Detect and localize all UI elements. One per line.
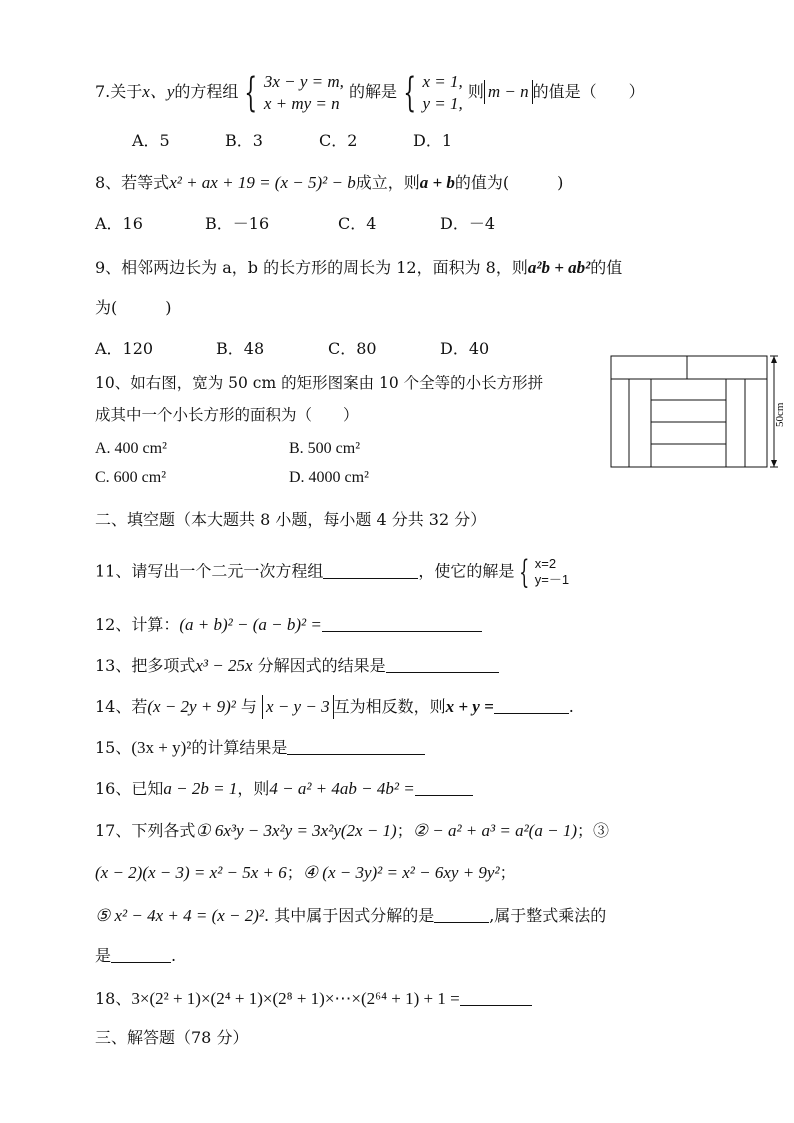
q9-text-b: 的值 <box>590 258 623 277</box>
q17-item-5: ⑤ x² − 4x + 4 = (x − 2)² <box>95 906 265 925</box>
q7-option-b: B．3 <box>225 131 263 150</box>
q9-option-a: A．120 <box>95 339 154 358</box>
q12-answer-blank[interactable] <box>322 617 482 632</box>
q10-option-d: D. 4000 cm² <box>289 469 369 486</box>
question-10-line2: 成其中一个小长方形的面积为（ ） <box>95 406 359 424</box>
q17-item-4: ④ (x − 3y)² = x² − 6xy + 9y² <box>302 863 500 882</box>
q17-factorization-blank[interactable] <box>434 908 489 923</box>
q8-prefix: 8、若等式 <box>95 173 170 192</box>
question-11 <box>95 552 570 591</box>
q8-option-d: D．－4 <box>440 214 496 233</box>
q9-option-b: B．48 <box>216 339 265 358</box>
q9-option-d: D．40 <box>440 339 490 358</box>
q8-option-b: B．－16 <box>205 214 270 233</box>
q8-option-c: C．4 <box>338 214 377 233</box>
q9-option-c: C．80 <box>328 339 377 358</box>
question-10-line1: 10、如右图，宽为 50 cm 的矩形图案由 10 个全等的小长方形拼 <box>95 374 544 392</box>
q13-text1: 13、把多项式 <box>95 656 196 675</box>
q17-sep-1: ； <box>396 821 413 840</box>
question-8 <box>95 172 563 194</box>
question-15 <box>95 737 425 759</box>
q13-text2: 分解因式的结果是 <box>257 656 386 675</box>
q16-text1: 16、已知 <box>95 779 164 798</box>
q18-text: 18、 <box>95 989 132 1008</box>
q11-text2: ，使它的解是 <box>418 561 515 581</box>
q14-answer-blank[interactable] <box>494 699 569 714</box>
q7-option-a: A．5 <box>132 131 170 150</box>
q9-expression: a²b + ab² <box>527 258 591 277</box>
section-2-title: 二、填空题（本大题共 8 小题，每小题 4 分共 32 分） <box>95 510 487 529</box>
q10-option-c: C. 600 cm² <box>95 469 167 486</box>
q7-option-d: D．1 <box>413 131 453 150</box>
q17-text-b: ,属于整式乘法的 <box>489 906 607 925</box>
q7-prefix: 7.关于 <box>95 82 143 101</box>
q16-expression2: 4 − a² + 4ab − 4b² = <box>269 779 415 798</box>
question-17-line1 <box>95 820 609 842</box>
question-9-line2: 为( ) <box>95 298 172 317</box>
q14-text2: 与 <box>240 697 257 716</box>
q17-text-a: . 其中属于因式分解的是 <box>264 906 435 925</box>
q7-eq1: 3x − y = m, <box>263 71 344 91</box>
q18-answer-blank[interactable] <box>460 991 532 1006</box>
question-12 <box>95 614 482 636</box>
q18-expression: 3×(2² + 1)×(2⁴ + 1)×(2⁸ + 1)×⋯×(2⁶⁴ + 1) + 1 = <box>131 989 460 1008</box>
q16-expression1: a − 2b = 1 <box>163 779 238 798</box>
q7-abs-expression: m − n <box>484 80 533 104</box>
section-3-title: 三、解答题（78 分） <box>95 1028 249 1047</box>
question-17-line2 <box>95 862 516 884</box>
question-18 <box>95 988 532 1010</box>
q15-text1: 15、 <box>95 738 132 757</box>
q7-text3: 则 <box>467 82 484 101</box>
q10-rectangle-figure <box>606 352 792 472</box>
q8-text1: 成立，则 <box>355 173 420 192</box>
q11-text1: 11、请写出一个二元一次方程组 <box>95 561 324 581</box>
q15-text2: 的计算结果是 <box>191 738 288 757</box>
q17-item-2: ② − a² + a³ = a²(a − 1) <box>412 821 577 840</box>
q17-sep-3: ； <box>286 863 303 882</box>
q16-answer-blank[interactable] <box>415 781 473 796</box>
q10-option-a: A. 400 cm² <box>95 440 167 457</box>
question-17-line3 <box>95 905 606 927</box>
q12-text: 12、计算： <box>95 615 180 634</box>
q7-solution-system <box>422 71 462 115</box>
question-17-line4 <box>95 945 176 967</box>
q14-abs-expression: x − y − 3 <box>262 695 334 719</box>
q11-brace: { <box>519 553 530 591</box>
q16-text2: ，则 <box>237 779 270 798</box>
q14-expression3: x + y = <box>445 697 494 716</box>
q11-solution-system <box>535 556 569 588</box>
q8-equation: x² + ax + 19 = (x − 5)² − b <box>169 173 356 192</box>
q10-figure-label: 50cm <box>774 402 786 427</box>
q17-item-1: ① 6x³y − 3x²y = 3x²y(2x − 1) <box>195 821 397 840</box>
q13-expression: x³ − 25x <box>195 656 253 675</box>
question-7 <box>95 70 645 114</box>
q11-answer-blank[interactable] <box>323 564 418 579</box>
q10-option-b: B. 500 cm² <box>289 440 361 457</box>
q17-line4-end: . <box>171 946 177 965</box>
q17-line4: 是 <box>95 946 112 965</box>
q7-text2: 的解是 <box>349 82 398 101</box>
question-14 <box>95 695 574 719</box>
q15-expression: (3x + y)² <box>131 738 192 757</box>
q7-brace-left: { <box>244 69 258 116</box>
q7-sol2: y = 1, <box>422 93 463 113</box>
question-16 <box>95 778 473 800</box>
q12-expression: (a + b)² − (a − b)² = <box>179 615 322 634</box>
q13-answer-blank[interactable] <box>386 658 499 673</box>
q7-sol1: x = 1, <box>422 71 463 91</box>
q9-text-a: 9、相邻两边长为 a，b 的长方形的周长为 12，面积为 8，则 <box>95 258 528 277</box>
question-9-line1 <box>95 257 622 279</box>
q17-sep-4: ； <box>499 863 516 882</box>
q15-answer-blank[interactable] <box>287 740 425 755</box>
q7-brace-solution: { <box>403 69 417 116</box>
q8-option-a: A．16 <box>95 214 143 233</box>
q14-expression1: (x − 2y + 9)² <box>147 697 236 716</box>
q17-item-3: (x − 2)(x − 3) = x² − 5x + 6 <box>95 863 287 882</box>
q7-option-c: C．2 <box>319 131 358 150</box>
q14-text1: 14、若 <box>95 697 148 716</box>
q17-multiplication-blank[interactable] <box>111 948 171 963</box>
q7-equation-system <box>264 71 344 115</box>
q11-sol2: y=－1 <box>534 572 570 587</box>
q14-text4: . <box>568 697 574 716</box>
q7-text1: 的方程组 <box>174 82 239 101</box>
q14-text3: 互为相反数，则 <box>333 697 446 716</box>
q8-text2: 的值为( ) <box>454 173 564 192</box>
q11-sol1: x=2 <box>534 556 557 571</box>
q17-sep-2: ；③ <box>576 821 609 840</box>
q7-text4: 的值是（ ） <box>532 82 645 101</box>
q8-expression: a + b <box>419 173 455 192</box>
q7-vars: x、y <box>142 82 175 101</box>
question-13 <box>95 655 499 677</box>
q7-eq2: x + my = n <box>263 93 340 113</box>
q17-text: 17、下列各式 <box>95 821 196 840</box>
